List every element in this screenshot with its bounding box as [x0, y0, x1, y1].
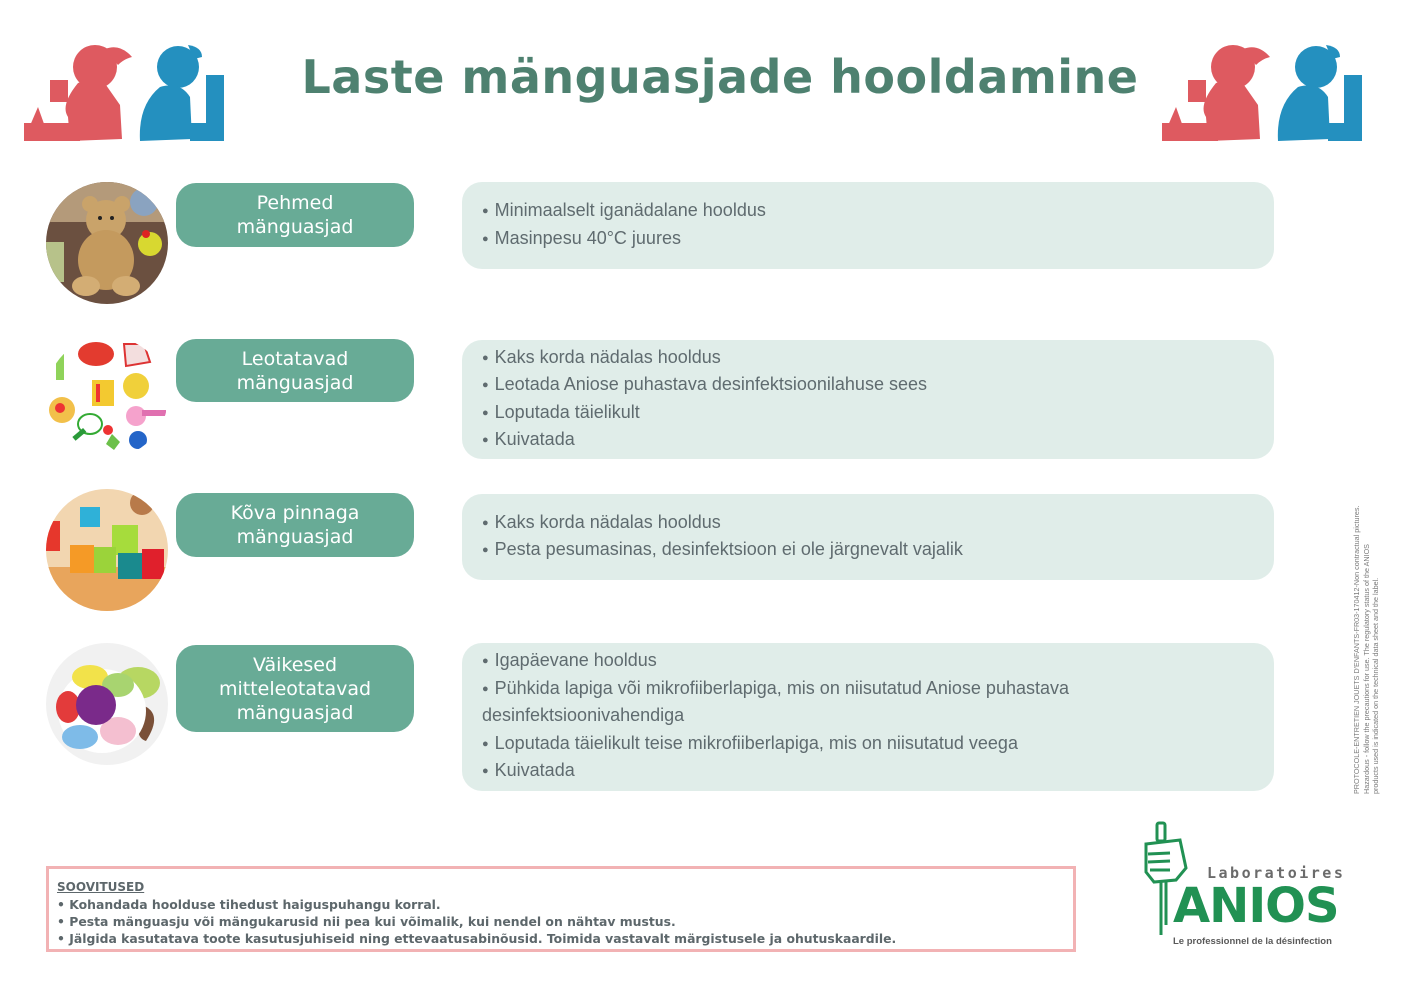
soakable-toys-photo [46, 336, 168, 458]
instruction-item: ● Loputada täielikult [482, 400, 1254, 428]
instructions-soakable-toys [462, 340, 1274, 459]
recommendations-heading: SOOVITUSED [57, 880, 145, 894]
category-label-soakable-toys: Leotatavad mänguasjad [176, 339, 414, 402]
instruction-item: ● Masinpesu 40°C juures [482, 226, 1254, 254]
kids-playing-illustration-right [1158, 35, 1368, 145]
instruction-item: ● Leotada Aniose puhastava desinfektsioonilahuse sees [482, 372, 1254, 400]
logo-tagline: Le professionnel de la désinfection [1173, 936, 1332, 947]
instructions-small-non-soakable-toys [462, 643, 1274, 791]
instruction-item: ● Pesta pesumasinas, desinfektsioon ei ole järgnevalt vajalik [482, 537, 1254, 565]
instructions-soft-toys [462, 182, 1274, 269]
instruction-item: ● Pühkida lapiga või mikrofiiberlapiga, mis on niisutatud Aniose puhastava [482, 676, 1254, 704]
logo-brand-text: ANIOS [1173, 878, 1339, 934]
instruction-item: ● Kaks korda nädalas hooldus [482, 345, 1254, 373]
logo-laboratoires-text: Laboratoires [1207, 864, 1346, 882]
instructions-hard-surface-toys [462, 494, 1274, 580]
category-label-small-non-soakable-toys: Väikesed mitteleotatavad mänguasjad [176, 645, 414, 732]
recommendation-item: • Kohandada hoolduse tihedust haiguspuhangu korral. [57, 896, 1065, 913]
anios-logo [1140, 820, 1375, 955]
recommendations-box [46, 866, 1076, 952]
recommendation-item: • Jälgida kasutatava toote kasutusjuhiseid ning ettevaatusabinõusid. Toimida vastavalt märgistusele ja ohutuskaardile. [57, 930, 1065, 947]
recommendation-item: • Pesta mänguasju või mängukarusid nii pea kui võimalik, kui nendel on nähtav mustus. [57, 913, 1065, 930]
instruction-item: ● Kuivatada [482, 758, 1254, 786]
instruction-item: ● Igapäevane hooldus [482, 648, 1254, 676]
instruction-item-continuation: desinfektsioonivahendiga [482, 705, 685, 726]
category-label-soft-toys: Pehmed mänguasjad [176, 183, 414, 247]
baby-rattle-toy-photo [46, 643, 168, 765]
instruction-item: ● Minimaalselt iganädalane hooldus [482, 198, 1254, 226]
page-title: Laste mänguasjade hooldamine [301, 50, 1139, 104]
instruction-item: ● Kuivatada [482, 427, 1254, 455]
teddy-bear-photo [46, 182, 168, 304]
instruction-item: ● Kaks korda nädalas hooldus [482, 510, 1254, 538]
legal-side-note: PROTOCOLE-ENTRETIEN JOUETS D'ENFANTS-FR03-170412-Non contractual pictures. Hazardous - follow the precautions for use. The regulatory status of the ANIOS products used is indicated on the technical data sheet and the label. [1352, 505, 1380, 794]
kids-playing-illustration-left [20, 35, 230, 145]
stacking-cups-photo [46, 489, 168, 611]
category-label-hard-surface-toys: Kõva pinnaga mänguasjad [176, 493, 414, 557]
instruction-item: ● Loputada täielikult teise mikrofiiberlapiga, mis on niisutatud veega [482, 731, 1254, 759]
